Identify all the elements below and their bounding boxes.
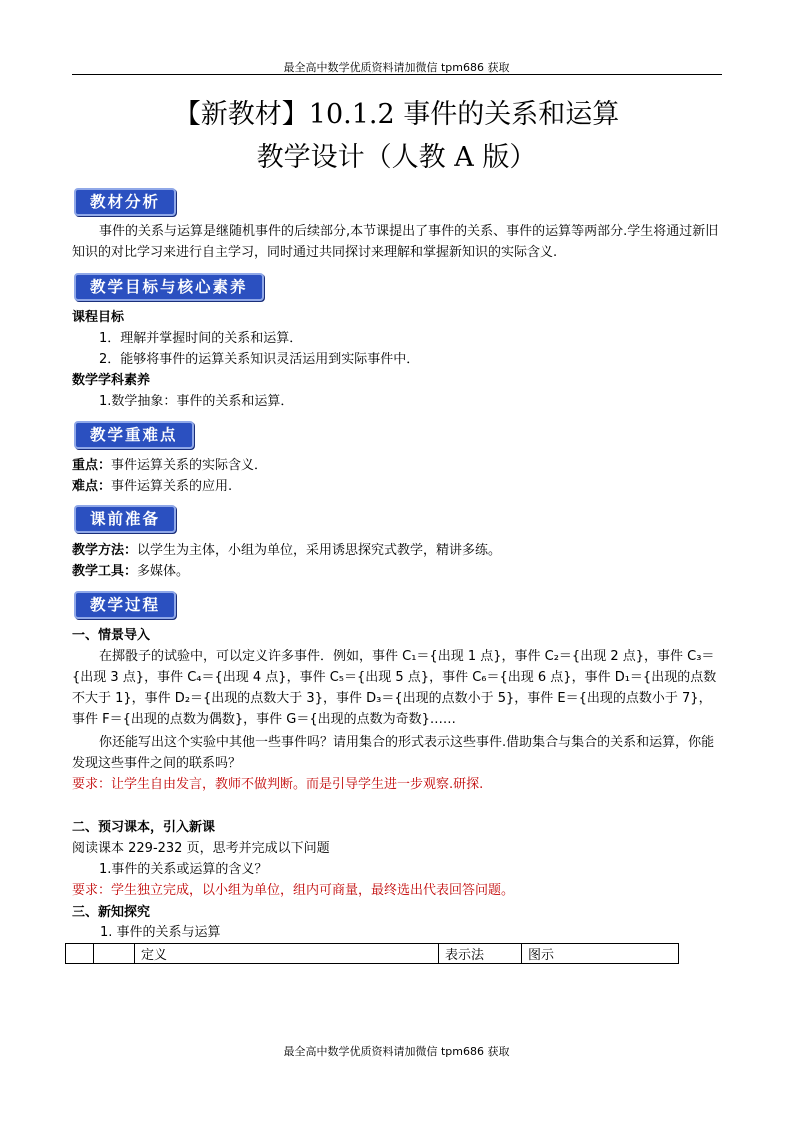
literacy-heading: 数学学科素养 — [72, 373, 151, 388]
preview-instruction: 阅读课本 229-232 页，思考并完成以下问题 — [72, 841, 330, 856]
teaching-tool-line — [72, 561, 722, 582]
section-badge-textbook-analysis: 教材分析 — [74, 188, 176, 216]
table-header-cell — [66, 944, 94, 964]
difficulty-text: 事件运算关系的应用. — [111, 479, 233, 494]
key-point-label: 重点： — [72, 458, 112, 473]
teaching-tool-label: 教学工具： — [72, 564, 138, 579]
requirement-2: 要求：学生独立完成，以小组为单位，组内可商量，最终选出代表回答问题。 — [72, 883, 515, 898]
teaching-method-line — [72, 540, 722, 561]
teaching-tool-text: 多媒体。 — [137, 564, 190, 579]
section-badge-objectives: 教学目标与核心素养 — [74, 273, 264, 301]
page-header: 最全高中数学优质资料请加微信 tpm686 获取 — [283, 61, 510, 74]
process-heading-3: 三、新知探究 — [72, 905, 151, 920]
difficulty-line — [72, 476, 722, 497]
section-badge-process: 教学过程 — [74, 591, 176, 619]
process-heading-1: 一、情景导入 — [72, 628, 151, 643]
relations-table — [65, 943, 679, 964]
subsection-relations: 1. 事件的关系与运算 — [100, 925, 221, 940]
table-header-cell — [94, 944, 135, 964]
header-divider — [72, 74, 722, 75]
literacy-item-1: 1.数学抽象：事件的关系和运算． — [99, 394, 294, 409]
textbook-analysis-paragraph: 事件的关系与运算是继随机事件的后续部分,本节课提出了事件的关系、事件的运算等两部分.学生将通过新旧知识的对比学习来进行自主学习，同时通过共同探讨来理解和掌握新知识的实际含义. — [72, 224, 719, 260]
key-point-line — [72, 455, 722, 476]
requirement-1: 要求：让学生自由发言，教师不做判断。而是引导学生进一步观察.研探. — [72, 777, 484, 792]
page-footer: 最全高中数学优质资料请加微信 tpm686 获取 — [283, 1045, 510, 1058]
process-heading-2: 二、预习课本，引入新课 — [72, 820, 216, 835]
teaching-method-text: 以学生为主体，小组为单位，采用诱思探究式教学，精讲多练。 — [137, 543, 502, 558]
table-header-definition: 定义 — [135, 944, 439, 964]
document-subtitle: 教学设计（人教 A 版） — [256, 142, 537, 173]
course-goal-1: 1．理解并掌握时间的关系和运算． — [99, 331, 303, 346]
scenario-paragraph: 在掷骰子的试验中，可以定义许多事件．例如，事件 C₁＝{出现 1 点}，事件 C₂＝{出现 2 点}，事件 C₃＝{出现 3 点}，事件 C₄＝{出现 4 点}，事件 C₅＝{出现 5 点}，事件 C₆＝{出现 6 点}，事件 D₁＝{出现的点数不大于 1}，事件 D₂＝{出现的点数大于 3}，事件 D₃＝{出现的点数小于 5}，事件 E＝{出现的点数小于 7}，事件 F＝{出现的点数为偶数}，事件 G＝{出现的点数为奇数}…… — [72, 649, 717, 727]
document-title: 【新教材】10.1.2 事件的关系和运算 — [173, 99, 620, 130]
table-row — [66, 944, 679, 964]
preview-question: 1.事件的关系或运算的含义？ — [99, 862, 268, 877]
table-header-diagram: 图示 — [522, 944, 679, 964]
section-badge-key-points: 教学重难点 — [74, 421, 194, 449]
scenario-question: 你还能写出这个实验中其他一些事件吗？请用集合的形式表示这些事件.借助集合与集合的关系和运算，你能发现这些事件之间的联系吗？ — [72, 735, 715, 771]
difficulty-label: 难点： — [72, 479, 112, 494]
section-badge-preparation: 课前准备 — [74, 505, 176, 533]
course-goal-2: 2．能够将事件的运算关系知识灵活运用到实际事件中． — [99, 352, 420, 367]
course-goals-heading: 课程目标 — [72, 310, 125, 325]
table-header-notation: 表示法 — [439, 944, 522, 964]
teaching-method-label: 教学方法： — [72, 543, 138, 558]
key-point-text: 事件运算关系的实际含义． — [111, 458, 268, 473]
